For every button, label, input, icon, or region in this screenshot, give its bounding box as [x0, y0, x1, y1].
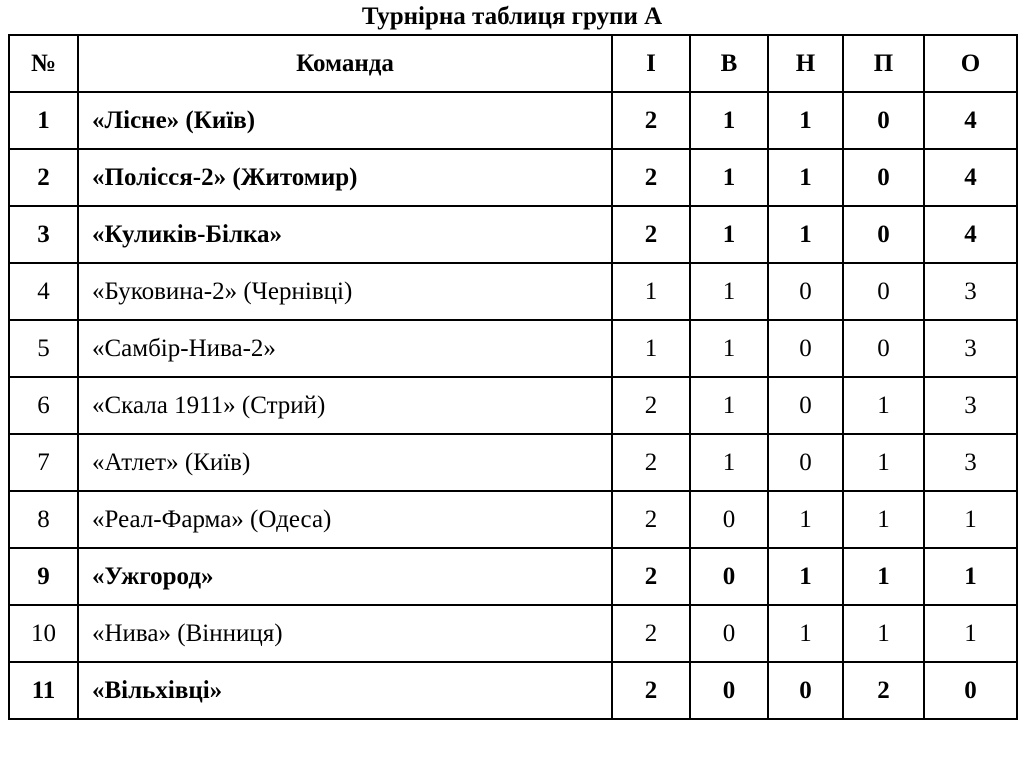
draws-cell: 0 — [768, 434, 843, 491]
wins-cell: 1 — [690, 434, 768, 491]
team-name-cell: «Буковина-2» (Чернівці) — [78, 263, 612, 320]
wins-cell: 1 — [690, 263, 768, 320]
header-number: № — [9, 35, 78, 92]
points-cell: 4 — [924, 149, 1017, 206]
row-number-cell: 9 — [9, 548, 78, 605]
points-cell: 3 — [924, 263, 1017, 320]
games-played-cell: 1 — [612, 320, 690, 377]
wins-cell: 1 — [690, 206, 768, 263]
points-cell: 3 — [924, 320, 1017, 377]
team-name-cell: «Атлет» (Київ) — [78, 434, 612, 491]
wins-cell: 1 — [690, 149, 768, 206]
draws-cell: 0 — [768, 662, 843, 719]
table-row — [9, 206, 1017, 263]
losses-cell: 0 — [843, 92, 924, 149]
header-draws: Н — [768, 35, 843, 92]
points-cell: 1 — [924, 491, 1017, 548]
header-games: І — [612, 35, 690, 92]
wins-cell: 0 — [690, 662, 768, 719]
row-number-cell: 1 — [9, 92, 78, 149]
team-name-cell: «Нива» (Вінниця) — [78, 605, 612, 662]
losses-cell: 0 — [843, 320, 924, 377]
losses-cell: 0 — [843, 263, 924, 320]
team-name-cell: «Полісся-2» (Житомир) — [78, 149, 612, 206]
team-name-cell: «Ужгород» — [78, 548, 612, 605]
team-name-cell: «Самбір-Нива-2» — [78, 320, 612, 377]
standings-body — [9, 92, 1017, 719]
row-number-cell: 7 — [9, 434, 78, 491]
draws-cell: 0 — [768, 320, 843, 377]
points-cell: 1 — [924, 548, 1017, 605]
points-cell: 0 — [924, 662, 1017, 719]
games-played-cell: 2 — [612, 605, 690, 662]
team-name-cell: «Лісне» (Київ) — [78, 92, 612, 149]
wins-cell: 0 — [690, 605, 768, 662]
draws-cell: 1 — [768, 491, 843, 548]
table-row — [9, 434, 1017, 491]
draws-cell: 1 — [768, 92, 843, 149]
games-played-cell: 2 — [612, 662, 690, 719]
header-losses: П — [843, 35, 924, 92]
standings-table — [8, 34, 1018, 720]
losses-cell: 1 — [843, 548, 924, 605]
header-team: Команда — [78, 35, 612, 92]
table-row — [9, 491, 1017, 548]
draws-cell: 1 — [768, 149, 843, 206]
points-cell: 1 — [924, 605, 1017, 662]
table-row — [9, 320, 1017, 377]
games-played-cell: 2 — [612, 434, 690, 491]
wins-cell: 1 — [690, 320, 768, 377]
team-name-cell: «Реал-Фарма» (Одеса) — [78, 491, 612, 548]
games-played-cell: 2 — [612, 491, 690, 548]
row-number-cell: 5 — [9, 320, 78, 377]
row-number-cell: 11 — [9, 662, 78, 719]
losses-cell: 0 — [843, 149, 924, 206]
draws-cell: 0 — [768, 263, 843, 320]
wins-cell: 1 — [690, 92, 768, 149]
row-number-cell: 6 — [9, 377, 78, 434]
table-row — [9, 662, 1017, 719]
table-row — [9, 605, 1017, 662]
points-cell: 4 — [924, 92, 1017, 149]
games-played-cell: 2 — [612, 149, 690, 206]
wins-cell: 1 — [690, 377, 768, 434]
header-points: О — [924, 35, 1017, 92]
table-row — [9, 92, 1017, 149]
table-row — [9, 263, 1017, 320]
row-number-cell: 2 — [9, 149, 78, 206]
games-played-cell: 2 — [612, 92, 690, 149]
losses-cell: 1 — [843, 491, 924, 548]
team-name-cell: «Куликів-Білка» — [78, 206, 612, 263]
table-row — [9, 377, 1017, 434]
points-cell: 3 — [924, 377, 1017, 434]
draws-cell: 1 — [768, 548, 843, 605]
row-number-cell: 8 — [9, 491, 78, 548]
table-row — [9, 149, 1017, 206]
points-cell: 3 — [924, 434, 1017, 491]
losses-cell: 0 — [843, 206, 924, 263]
row-number-cell: 3 — [9, 206, 78, 263]
row-number-cell: 10 — [9, 605, 78, 662]
header-row — [9, 35, 1017, 92]
losses-cell: 1 — [843, 434, 924, 491]
games-played-cell: 2 — [612, 548, 690, 605]
team-name-cell: «Скала 1911» (Стрий) — [78, 377, 612, 434]
games-played-cell: 2 — [612, 377, 690, 434]
games-played-cell: 2 — [612, 206, 690, 263]
points-cell: 4 — [924, 206, 1017, 263]
wins-cell: 0 — [690, 491, 768, 548]
header-wins: В — [690, 35, 768, 92]
wins-cell: 0 — [690, 548, 768, 605]
table-row — [9, 548, 1017, 605]
row-number-cell: 4 — [9, 263, 78, 320]
losses-cell: 1 — [843, 605, 924, 662]
draws-cell: 1 — [768, 206, 843, 263]
team-name-cell: «Вільхівці» — [78, 662, 612, 719]
draws-cell: 1 — [768, 605, 843, 662]
draws-cell: 0 — [768, 377, 843, 434]
losses-cell: 2 — [843, 662, 924, 719]
games-played-cell: 1 — [612, 263, 690, 320]
losses-cell: 1 — [843, 377, 924, 434]
table-title: Турнірна таблиця групи А — [361, 3, 663, 30]
